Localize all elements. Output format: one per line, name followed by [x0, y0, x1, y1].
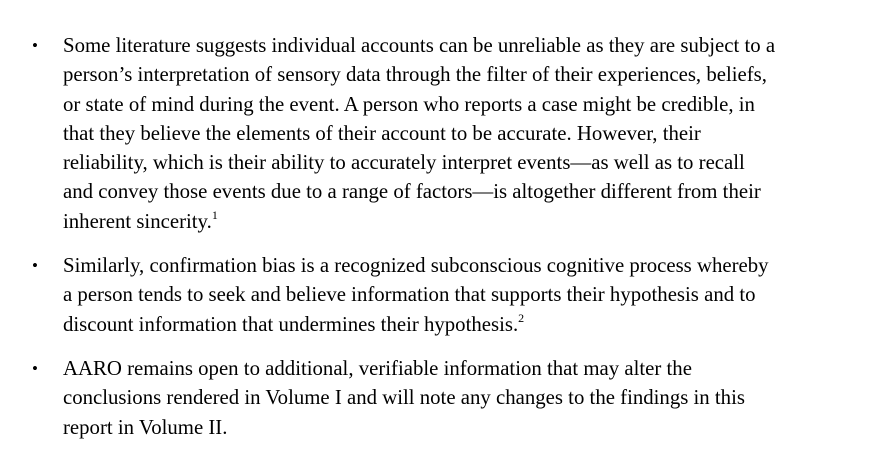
bullet-item-aaro-open — [0, 354, 892, 442]
text-line: conclusions rendered in Volume I and will note any changes to the findings in this — [63, 386, 745, 410]
text-line: that they believe the elements of their account to be accurate. However, their — [63, 121, 701, 145]
text-line: person’s interpretation of sensory data through the filter of their experiences, beliefs, — [63, 63, 767, 87]
bullet-paragraph — [63, 31, 870, 236]
bullet-item-unreliable-accounts — [0, 31, 892, 236]
text-line-last — [63, 207, 870, 236]
bullet-marker: • — [32, 358, 38, 378]
text-line: report in Volume II. — [63, 415, 228, 439]
text-line: or state of mind during the event. A person who reports a case might be credible, in — [63, 92, 755, 116]
text-line-content: inherent sincerity. — [63, 209, 212, 233]
text-line: Similarly, confirmation bias is a recognized subconscious cognitive process whereby — [63, 254, 769, 278]
text-line: reliability, which is their ability to accurately interpret events—as well as to recall — [63, 151, 745, 175]
footnote-reference: 2 — [518, 310, 525, 325]
bullet-list — [0, 31, 892, 442]
bullet-paragraph — [63, 251, 870, 339]
text-line: Some literature suggests individual accounts can be unreliable as they are subject to a — [63, 34, 776, 57]
bullet-marker: • — [32, 256, 38, 276]
text-line: and convey those events due to a range of factors—is altogether different from their — [63, 180, 761, 204]
text-line: a person tends to seek and believe information that supports their hypothesis and to — [63, 283, 756, 307]
footnote-reference: 1 — [211, 207, 218, 222]
bullet-item-confirmation-bias — [0, 251, 892, 339]
bullet-paragraph — [63, 354, 870, 442]
text-line: AARO remains open to additional, verifiable information that may alter the — [63, 356, 692, 380]
text-line-last — [63, 310, 870, 339]
bullet-marker: • — [32, 36, 38, 55]
text-line-content: discount information that undermines their hypothesis. — [63, 312, 519, 336]
